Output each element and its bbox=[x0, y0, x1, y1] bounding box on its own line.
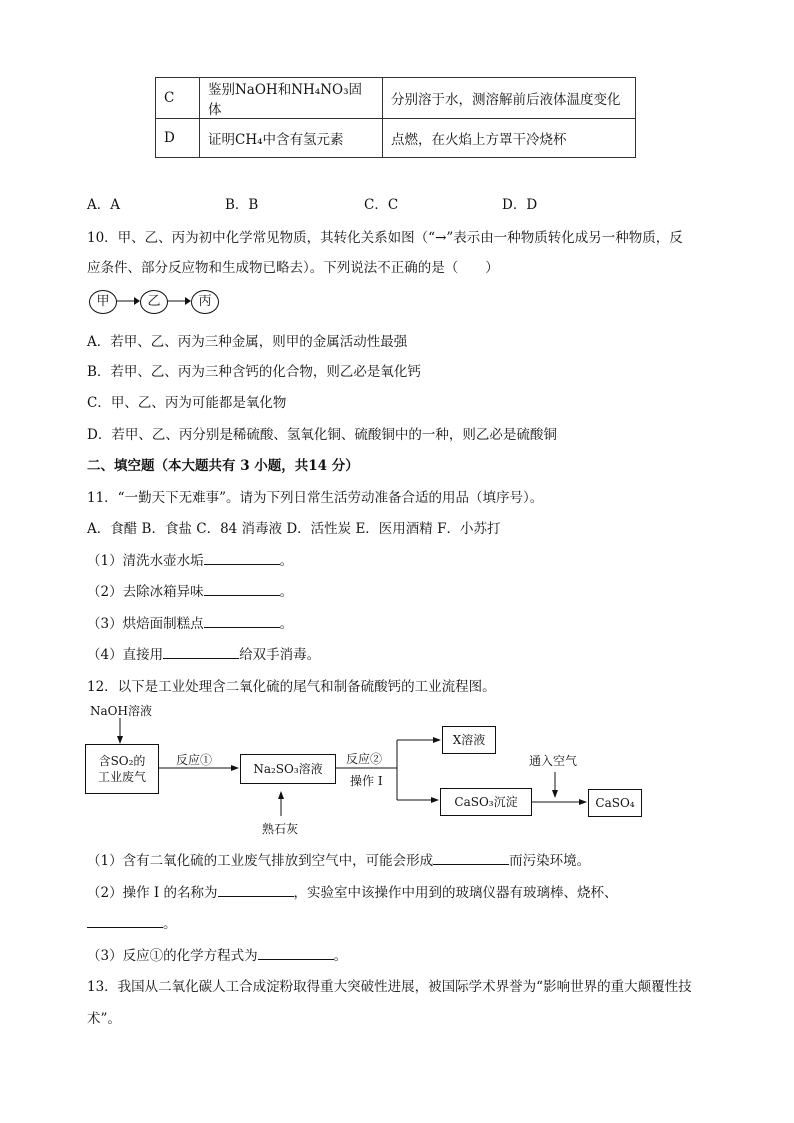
table-cell-experiment: 鉴别NaOH和NH₄NO₃固体 bbox=[200, 78, 383, 119]
answer-blank[interactable] bbox=[218, 882, 294, 897]
q11-item-suffix: 。 bbox=[279, 553, 294, 569]
q12-stem: 12．以下是工业处理含二氧化硫的尾气和制备硫酸钙的工业流程图。 bbox=[87, 679, 496, 695]
table-cell-method: 分别溶于水，测溶解前后液体温度变化 bbox=[383, 78, 636, 119]
node-jia: 甲 bbox=[89, 290, 117, 314]
q11-item-text: （2）去除冰箱异味 bbox=[87, 584, 204, 600]
q9-option-b[interactable]: B．B bbox=[225, 197, 259, 213]
q13-line1: 13．我国从二氧化碳人工合成淀粉取得重大突破性进展，被国际学术界誉为“影响世界的重大颠覆性技 bbox=[87, 979, 692, 995]
q12-item bbox=[87, 944, 347, 964]
operation1-label: 操作 I bbox=[350, 774, 383, 788]
answer-blank[interactable] bbox=[258, 945, 334, 960]
table-cell-experiment: 证明CH₄中含有氢元素 bbox=[200, 119, 383, 158]
answer-blank[interactable] bbox=[433, 850, 509, 865]
section-title: 二、填空题（本大题共有 3 小题，共14 分） bbox=[87, 458, 359, 474]
q12-item-text: （3）反应①的化学方程式为 bbox=[87, 948, 258, 964]
node-bing: 丙 bbox=[191, 290, 219, 314]
q12-item bbox=[87, 849, 590, 869]
q10-option-d[interactable]: D．若甲、乙、丙分别是稀硫酸、氢氧化铜、硫酸铜中的一种，则乙必是硫酸铜 bbox=[87, 427, 557, 443]
node-yi: 乙 bbox=[140, 290, 168, 314]
caso3-box: CaSO₃沉淀 bbox=[440, 788, 532, 816]
q12-item-suffix: 而污染环境。 bbox=[509, 853, 591, 869]
answer-blank[interactable] bbox=[87, 913, 163, 928]
q11-stem: 11．“一勤天下无难事”。请为下列日常生活劳动准备合适的用品（填序号）。 bbox=[87, 490, 544, 506]
slaked-lime-label: 熟石灰 bbox=[262, 822, 299, 836]
q10-stem-line2: 应条件、部分反应物和生成物已略去）。下列说法不正确的是（ ） bbox=[87, 260, 499, 276]
x-solution-box: X溶液 bbox=[442, 726, 496, 754]
air-label: 通入空气 bbox=[529, 754, 578, 768]
q12-item-suffix: 。 bbox=[163, 916, 177, 932]
q10-option-b[interactable]: B．若甲、乙、丙为三种含钙的化合物，则乙必是氧化钙 bbox=[87, 364, 421, 380]
table-cell-method: 点燃，在火焰上方罩干冷烧杯 bbox=[383, 119, 636, 158]
table-cell-label: D bbox=[156, 119, 200, 158]
caso4-box: CaSO₄ bbox=[588, 789, 642, 817]
q11-choices: A．食醋 B．食盐 C．84 消毒液 D．活性炭 E．医用酒精 F．小苏打 bbox=[87, 521, 501, 537]
q11-item-suffix: 。 bbox=[279, 616, 294, 632]
q12-item bbox=[87, 881, 618, 901]
q9-option-c[interactable]: C．C bbox=[364, 197, 399, 213]
q11-item-text: （3）烘焙面制糕点 bbox=[87, 616, 204, 632]
q11-item-suffix: 给双手消毒。 bbox=[239, 647, 321, 663]
q12-item-suffix: 。 bbox=[333, 948, 348, 964]
q11-item-text: （1）清洗水壶水垢 bbox=[87, 553, 204, 569]
reaction2-label: 反应② bbox=[346, 752, 383, 766]
q11-item-text: （4）直接用 bbox=[87, 647, 164, 663]
q9-option-d[interactable]: D．D bbox=[502, 197, 538, 213]
q13-line2: 术”。 bbox=[87, 1011, 121, 1027]
reaction1-label: 反应① bbox=[176, 753, 213, 767]
waste-gas-line2: 工业废气 bbox=[97, 770, 146, 784]
q12-item-text: （1）含有二氧化硫的工业废气排放到空气中，可能会形成 bbox=[87, 853, 434, 869]
q11-item-suffix: 。 bbox=[279, 584, 294, 600]
q12-item-suffix: ，实验室中该操作中用到的玻璃仪器有玻璃棒、烧杯、 bbox=[293, 885, 618, 901]
q10-option-a[interactable]: A．若甲、乙、丙为三种金属，则甲的金属活动性最强 bbox=[87, 334, 408, 350]
q10-option-c[interactable]: C．甲、乙、丙为可能都是氧化物 bbox=[87, 395, 287, 411]
na2so3-box: Na₂SO₃溶液 bbox=[240, 754, 336, 784]
q10-stem-line1: 10．甲、乙、丙为初中化学常见物质，其转化关系如图（“→”表示由一种物质转化成另一种物质，反 bbox=[87, 230, 683, 246]
naoh-label: NaOH溶液 bbox=[90, 704, 152, 718]
q12-item bbox=[87, 912, 177, 932]
waste-gas-box bbox=[85, 744, 159, 794]
q12-item-text: （2）操作 I 的名称为 bbox=[87, 885, 218, 901]
waste-gas-line1: 含SO₂的 bbox=[98, 754, 146, 768]
q9-option-a[interactable]: A．A bbox=[87, 197, 120, 213]
table-cell-label: C bbox=[156, 78, 200, 119]
